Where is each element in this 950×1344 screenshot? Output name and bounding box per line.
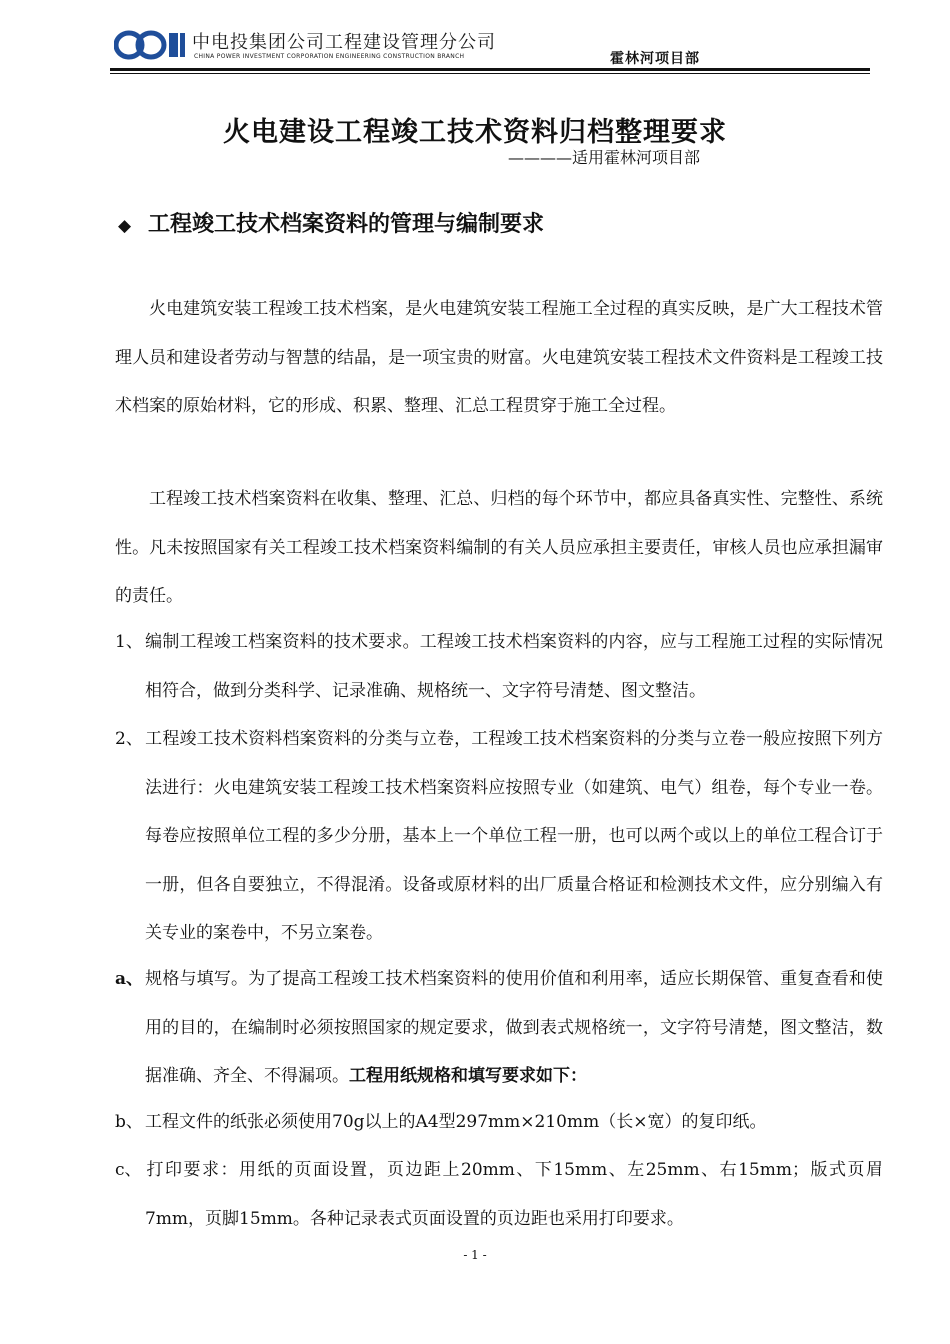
company-name: 中电投集团公司工程建设管理分公司 (192, 32, 496, 53)
company-name-english: CHINA POWER INVESTMENT CORPORATION ENGINEERING CONSTRUCTION BRANCH (194, 53, 465, 60)
project-label: 霍林河项目部 (610, 51, 700, 67)
list-marker: a、 (115, 969, 144, 989)
header-rule-thin (110, 73, 870, 74)
list-item-text: 打印要求：用纸的页面设置，页边距上20mm、下15mm、左25mm、右15mm；版式页眉7mm，页脚15mm。各种记录表式页面设置的页边距也采用打印要求。 (145, 1160, 883, 1229)
list-item (115, 1098, 883, 1147)
paragraph-2: 工程竣工技术档案资料在收集、整理、汇总、归档的每个环节中，都应具备真实性、完整性、系统性。凡未按照国家有关工程竣工技术档案资料编制的有关人员应承担主要责任，审核人员也应承担漏审的责任。 (115, 489, 883, 606)
list-marker: c、 (115, 1160, 142, 1180)
list-marker: 2、 (115, 729, 143, 749)
section-heading-text: 工程竣工技术档案资料的管理与编制要求 (148, 211, 545, 237)
list-item (115, 1146, 883, 1243)
page-header (110, 22, 870, 74)
list-item-text: 工程文件的纸张必须使用70g以上的A4型297mm×210mm（长×宽）的复印纸。 (145, 1112, 767, 1132)
list-item-bold-text: 工程用纸规格和填写要求如下： (349, 1066, 587, 1086)
section-heading (118, 207, 544, 238)
list-marker: 1、 (115, 632, 143, 652)
list-marker: b、 (115, 1112, 143, 1132)
list-item-text: 工程竣工技术资料档案资料的分类与立卷，工程竣工技术档案资料的分类与立卷一般应按照下列方法进行：火电建筑安装工程竣工技术档案资料应按照专业（如建筑、电气）组卷，每个专业一卷。每卷应按照单位工程的多少分册，基本上一个单位工程一册，也可以两个或以上的单位工程合订于一册，但各自要独立，不得混淆。设备或原材料的出厂质量合格证和检测技术文件，应分别编入有关专业的案卷中，不另立案卷。 (145, 729, 883, 943)
page-number: - 1 - (463, 1248, 487, 1262)
header-rule-thick (110, 68, 870, 71)
list-item (115, 955, 883, 1101)
list-item (115, 715, 883, 958)
list-item-text: 规格与填写。为了提高工程竣工技术档案资料的使用价值和利用率，适应长期保管、重复查看和使用的目的，在编制时必须按照国家的规定要求，做到表式规格统一，文字符号清楚，图文整洁，数据准确、齐全、不得漏项。 (145, 969, 883, 1086)
document-subtitle: ————适用霍林河项目部 (508, 148, 701, 167)
company-logo (114, 30, 188, 60)
list-item (115, 618, 883, 715)
document-title: 火电建设工程竣工技术资料归档整理要求 (223, 117, 727, 148)
paragraph-1: 火电建筑安装工程竣工技术档案，是火电建筑安装工程施工全过程的真实反映，是广大工程技术管理人员和建设者劳动与智慧的结晶，是一项宝贵的财富。火电建筑安装工程技术文件资料是工程竣工技术档案的原始材料，它的形成、积累、整理、汇总工程贯穿于施工全过程。 (115, 299, 883, 416)
list-item-text: 编制工程竣工档案资料的技术要求。工程竣工技术档案资料的内容，应与工程施工过程的实际情况相符合，做到分类科学、记录准确、规格统一、文字符号清楚、图文整洁。 (145, 632, 883, 701)
diamond-bullet-icon: ◆ (118, 216, 132, 236)
